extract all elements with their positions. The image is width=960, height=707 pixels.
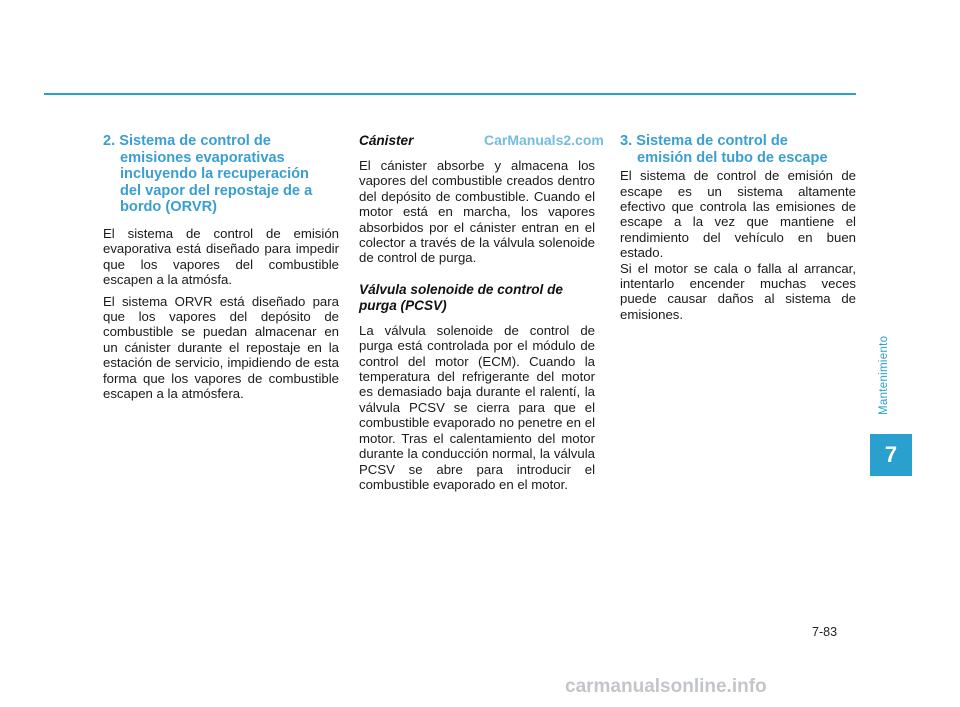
watermark: CarManuals2.com	[484, 132, 604, 148]
paragraph: El cánister absorbe y almacena los vapores del combustible creados dentro del depósito de combustible. Cuando el motor está en marcha, los vapores absorbidos por el cánister entran en el colector a través de la válvula solenoide de control de purga.	[359, 158, 595, 266]
heading-line: bordo (ORVR)	[120, 199, 218, 216]
footer-watermark: carmanualsonline.info	[565, 676, 767, 697]
paragraph: El sistema de control de emisión de escape es un sistema altamente efectivo que controla las emisiones de escape a la vez que mantiene el rendimiento del vehículo en buen estado.	[620, 168, 856, 261]
top-rule	[44, 93, 856, 95]
subheading-canister: Cánister	[359, 133, 414, 148]
paragraph: La válvula solenoide de control de purga está controlada por el módulo de control del motor (ECM). Cuando la temperatura del refrigerante del motor es demasiado baja durante el ralentí, la válvula PCSV se cierra para que el combustible evaporado no penetre en el motor. Tras el calentamiento del motor durante la conducción normal, la válvula PCSV se abre para introducir el combustible evaporado en el motor.	[359, 322, 595, 492]
column-right	[620, 133, 856, 322]
paragraph: Si el motor se cala o falla al arrancar, intentarlo encender muchas veces puede causar daños al sistema de emisiones.	[620, 260, 856, 322]
paragraph: El sistema ORVR está diseñado para que los vapores del depósito de combustible se puedan almacenar en un cánister durante el repostaje en la estación de servicio, impidiendo de esta forma que los vapores de combustible escapen a la atmósfera.	[103, 293, 339, 402]
heading-line: 2. Sistema de control de	[103, 133, 271, 149]
chapter-side-label: Mantenimiento	[878, 335, 890, 415]
paragraph: El sistema de control de emisión evaporativa está diseñado para impedir que los vapores del combustible escapen a la atmósfa.	[103, 225, 339, 288]
chapter-tab: 7	[870, 434, 912, 476]
heading-line: emisión del tubo de escape	[637, 149, 828, 166]
column-middle	[359, 133, 595, 498]
section-heading-exhaust	[620, 133, 856, 166]
page-number: 7-83	[812, 625, 838, 639]
subheading-pcsv: Válvula solenoide de control de purga (PCSV)	[359, 281, 563, 313]
heading-line: emisiones evaporativas	[120, 149, 285, 166]
heading-line: del vapor del repostaje de a	[120, 182, 313, 199]
heading-line: 3. Sistema de control de	[620, 133, 788, 149]
heading-line: incluyendo la recuperación	[120, 166, 309, 183]
section-heading-orvr	[103, 133, 339, 216]
column-left	[103, 133, 339, 407]
